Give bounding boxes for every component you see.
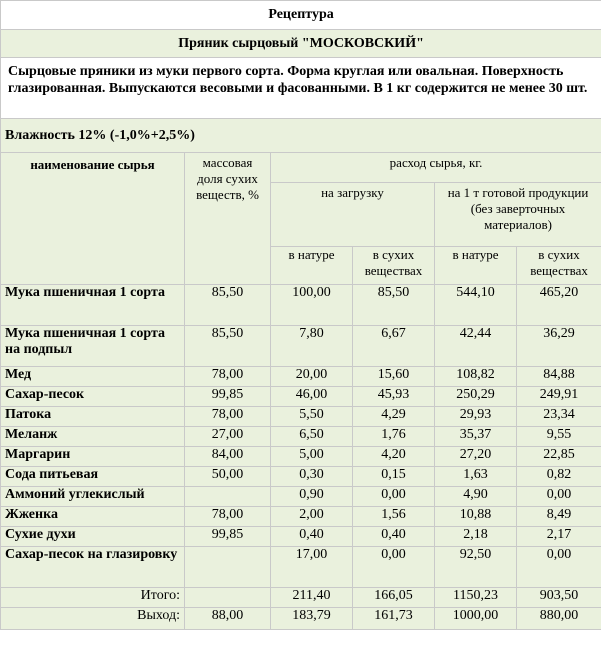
header-consumption: расход сырья, кг.: [271, 153, 601, 183]
load-natural: 17,00: [271, 547, 353, 588]
ingredient-name: Патока: [1, 407, 185, 427]
load-natural: 46,00: [271, 387, 353, 407]
table-row: [1, 487, 601, 507]
load-dry: 4,20: [353, 447, 435, 467]
load-dry: 6,67: [353, 326, 435, 367]
ton-natural: 29,93: [435, 407, 517, 427]
ingredient-name: Маргарин: [1, 447, 185, 467]
header-load-natural: в натуре: [271, 247, 353, 285]
ton-dry: 249,91: [517, 387, 601, 407]
load-dry: 15,60: [353, 367, 435, 387]
dry-share: 27,00: [185, 427, 271, 447]
table-row: [1, 507, 601, 527]
ingredient-name: Аммоний углекислый: [1, 487, 185, 507]
ton-dry: 465,20: [517, 285, 601, 326]
load-natural: 100,00: [271, 285, 353, 326]
ingredient-name: Жженка: [1, 507, 185, 527]
product-name: Пряник сырцовый "МОСКОВСКИЙ": [1, 30, 601, 58]
header-load-dry: в сухих веществах: [353, 247, 435, 285]
ton-dry: 2,17: [517, 527, 601, 547]
load-dry: 1,56: [353, 507, 435, 527]
load-natural: 20,00: [271, 367, 353, 387]
load-natural: 0,30: [271, 467, 353, 487]
dry-share: 78,00: [185, 367, 271, 387]
table-row: [1, 547, 601, 588]
product-description: Сырцовые пряники из муки первого сорта. Форма круглая или овальная. Поверхность глазированная. Выпускаются весовыми и фасованными. В 1 кг содержится не менее 30 шт.: [1, 58, 601, 119]
ton-dry: 0,82: [517, 467, 601, 487]
table-row: [1, 467, 601, 487]
load-natural: 5,00: [271, 447, 353, 467]
load-dry: 4,29: [353, 407, 435, 427]
load-natural: 0,90: [271, 487, 353, 507]
header-name: наименование сырья: [1, 153, 185, 285]
load-dry: 0,00: [353, 547, 435, 588]
ton-dry: 9,55: [517, 427, 601, 447]
table-row: [1, 285, 601, 326]
dry-share: 84,00: [185, 447, 271, 467]
table-row: [1, 387, 601, 407]
dry-share: 78,00: [185, 407, 271, 427]
ton-dry: 36,29: [517, 326, 601, 367]
ton-natural: 42,44: [435, 326, 517, 367]
ton-natural: 10,88: [435, 507, 517, 527]
dry-share: 85,50: [185, 285, 271, 326]
load-dry: 85,50: [353, 285, 435, 326]
load-dry: 45,93: [353, 387, 435, 407]
ingredient-name: Мука пшеничная 1 сорта на подпыл: [1, 326, 185, 367]
humidity: Влажность 12% (-1,0%+2,5%): [1, 119, 601, 153]
ingredient-name: Сахар-песок на глазировку: [1, 547, 185, 588]
dry-share: 99,85: [185, 387, 271, 407]
ton-natural: 92,50: [435, 547, 517, 588]
table-row: [1, 326, 601, 367]
ton-natural: 1,63: [435, 467, 517, 487]
total-ton-dry: 903,50: [517, 588, 601, 608]
output-ton-natural: 1000,00: [435, 608, 517, 630]
ingredient-rows: [1, 285, 601, 588]
load-natural: 0,40: [271, 527, 353, 547]
dry-share: [185, 547, 271, 588]
ton-dry: 8,49: [517, 507, 601, 527]
recipe-title: Рецептура: [1, 1, 601, 30]
ton-natural: 35,37: [435, 427, 517, 447]
load-natural: 6,50: [271, 427, 353, 447]
output-label: Выход:: [1, 608, 185, 630]
table-row: [1, 367, 601, 387]
output-ton-dry: 880,00: [517, 608, 601, 630]
ingredient-name: Мед: [1, 367, 185, 387]
ton-natural: 108,82: [435, 367, 517, 387]
load-dry: 0,40: [353, 527, 435, 547]
ingredient-name: Сода питьевая: [1, 467, 185, 487]
load-natural: 7,80: [271, 326, 353, 367]
dry-share: [185, 487, 271, 507]
load-dry: 1,76: [353, 427, 435, 447]
total-ton-natural: 1150,23: [435, 588, 517, 608]
table-row: [1, 447, 601, 467]
ton-dry: 22,85: [517, 447, 601, 467]
total-dry-share: [185, 588, 271, 608]
table-row: [1, 527, 601, 547]
header-per-ton: на 1 т готовой продукции (без заверточных материалов): [435, 183, 601, 247]
output-load-dry: 161,73: [353, 608, 435, 630]
header-dry-share: массовая доля сухих веществ, %: [185, 153, 271, 285]
ingredient-name: Мука пшеничная 1 сорта: [1, 285, 185, 326]
output-load-natural: 183,79: [271, 608, 353, 630]
dry-share: 78,00: [185, 507, 271, 527]
ton-natural: 2,18: [435, 527, 517, 547]
total-load-dry: 166,05: [353, 588, 435, 608]
load-natural: 5,50: [271, 407, 353, 427]
dry-share: 50,00: [185, 467, 271, 487]
dry-share: 85,50: [185, 326, 271, 367]
header-ton-dry: в сухих веществах: [517, 247, 601, 285]
ton-dry: 23,34: [517, 407, 601, 427]
header-ton-natural: в натуре: [435, 247, 517, 285]
load-dry: 0,00: [353, 487, 435, 507]
ingredient-name: Меланж: [1, 427, 185, 447]
ton-natural: 544,10: [435, 285, 517, 326]
ton-natural: 250,29: [435, 387, 517, 407]
dry-share: 99,85: [185, 527, 271, 547]
load-natural: 2,00: [271, 507, 353, 527]
ton-dry: 84,88: [517, 367, 601, 387]
total-label: Итого:: [1, 588, 185, 608]
ton-dry: 0,00: [517, 487, 601, 507]
load-dry: 0,15: [353, 467, 435, 487]
ingredient-name: Сахар-песок: [1, 387, 185, 407]
ton-natural: 4,90: [435, 487, 517, 507]
header-load: на загрузку: [271, 183, 435, 247]
table-row: [1, 427, 601, 447]
ton-dry: 0,00: [517, 547, 601, 588]
table-row: [1, 407, 601, 427]
output-dry-share: 88,00: [185, 608, 271, 630]
ingredient-name: Сухие духи: [1, 527, 185, 547]
ton-natural: 27,20: [435, 447, 517, 467]
total-load-natural: 211,40: [271, 588, 353, 608]
